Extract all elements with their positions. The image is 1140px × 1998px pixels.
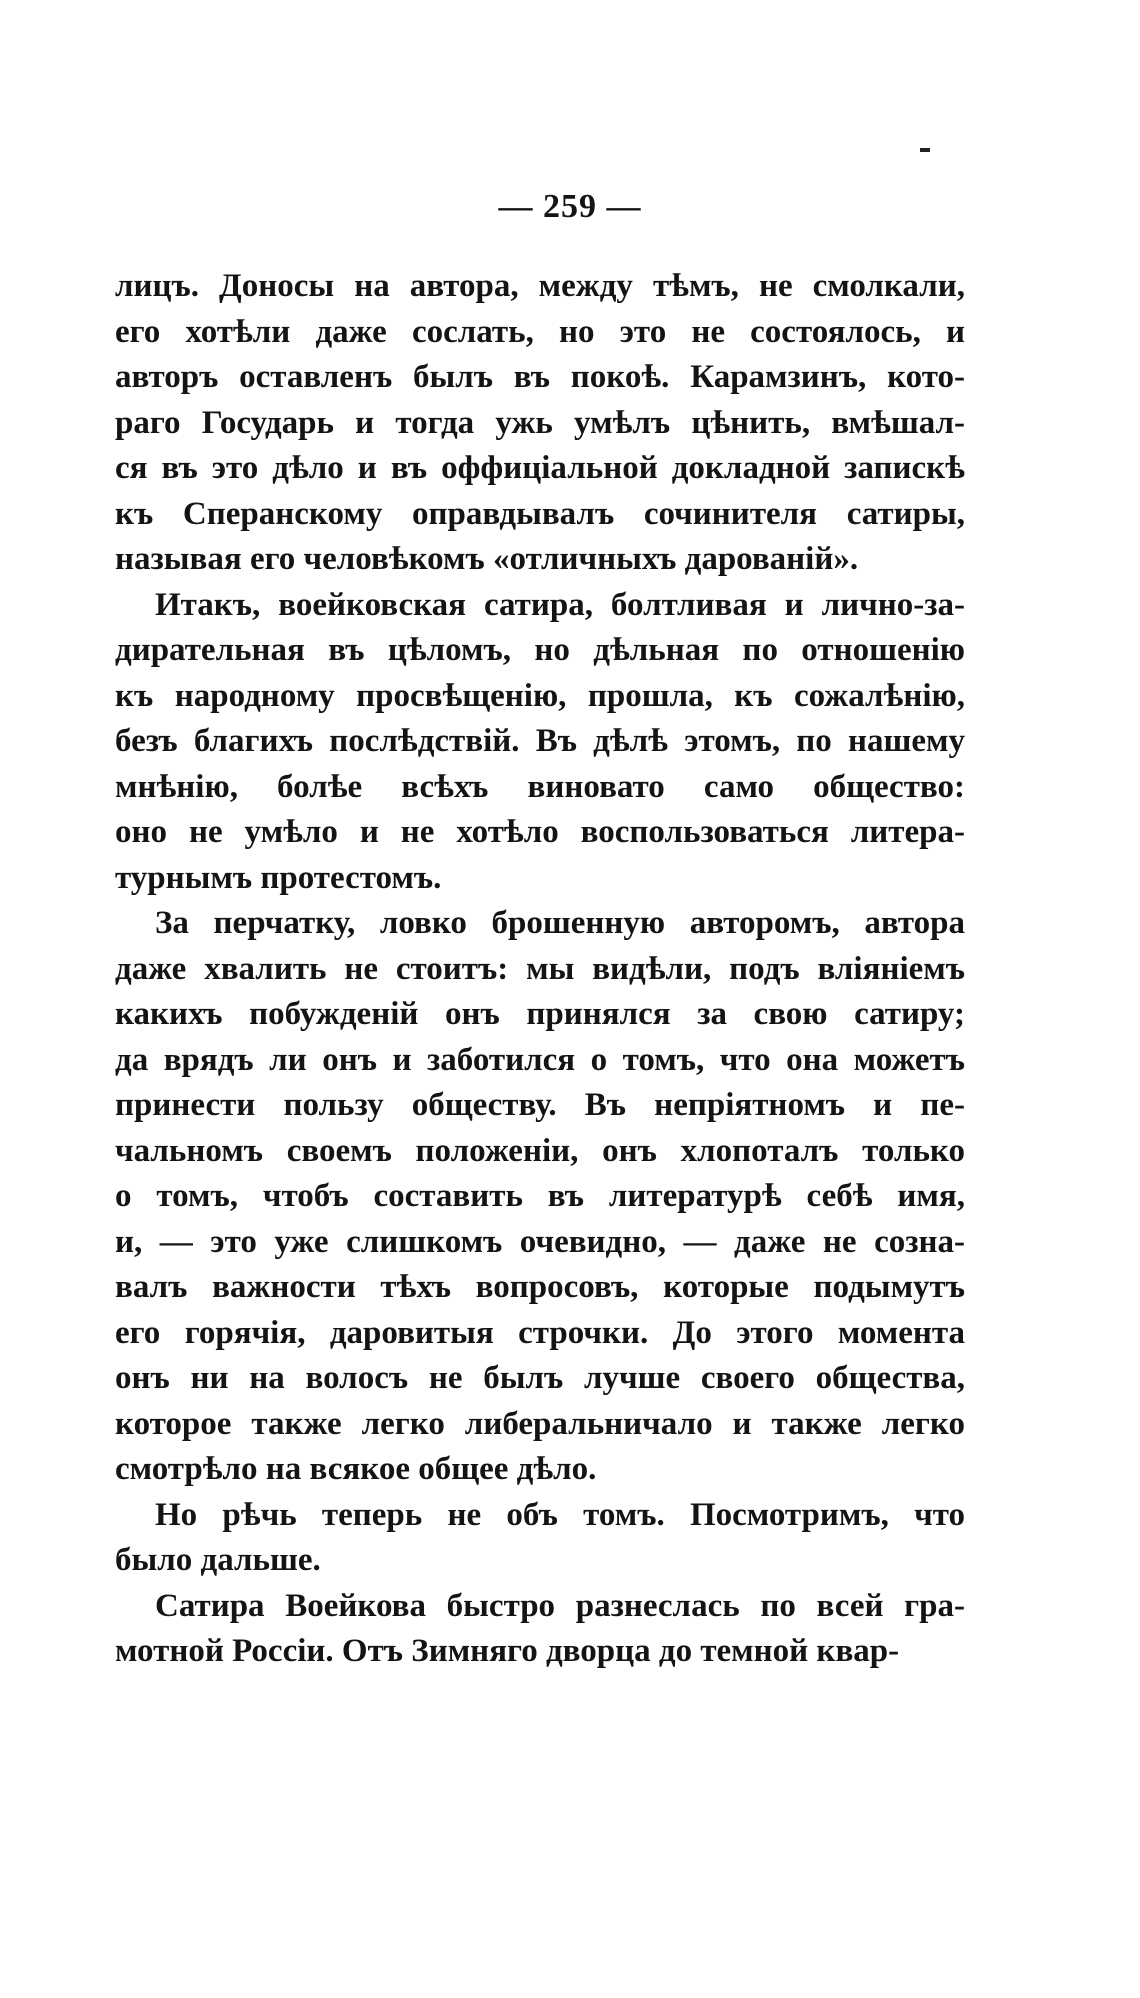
paragraph xyxy=(115,1584,965,1675)
text-line: называя его человѣкомъ «отличныхъ дарованій». xyxy=(115,541,859,577)
text-line: валъ важности тѣхъ вопросовъ, которые подымутъ xyxy=(115,1269,965,1305)
paragraph xyxy=(115,1493,965,1584)
text-line: смотрѣло на всякое общее дѣло. xyxy=(115,1451,597,1487)
text-line: ся въ это дѣло и въ оффиціальной докладной запискѣ xyxy=(115,450,965,486)
paragraph xyxy=(115,264,965,583)
ink-speck xyxy=(920,148,930,152)
text-line: безъ благихъ послѣдствій. Въ дѣлѣ этомъ, по нашему xyxy=(115,723,965,759)
text-line: онъ ни на волосъ не былъ лучше своего общества, xyxy=(115,1360,965,1396)
text-line: и, — это уже слишкомъ очевидно, — даже не созна- xyxy=(115,1223,965,1260)
text-line: его хотѣли даже сослать, но это не состоялось, и xyxy=(115,313,965,350)
body-text xyxy=(115,264,965,1675)
text-line: раго Государь и тогда ужь умѣлъ цѣнить, вмѣшал- xyxy=(115,404,965,441)
page-number: — 259 — xyxy=(498,188,642,225)
text-line: турнымъ протестомъ. xyxy=(115,859,442,896)
text-line: было дальше. xyxy=(115,1542,321,1578)
text-line: его горячія, даровитыя строчки. До этого момента xyxy=(115,1314,965,1351)
text-line: мнѣнію, болѣе всѣхъ виновато само общество: xyxy=(115,768,965,805)
text-line: дирательная въ цѣломъ, но дѣльная по отношенію xyxy=(115,632,965,668)
text-line: къ народному просвѣщенію, прошла, къ сожалѣнію, xyxy=(115,677,965,714)
text-line: да врядъ ли онъ и заботился о томъ, что она можетъ xyxy=(115,1041,965,1078)
text-line: которое также легко либеральничало и также легко xyxy=(115,1405,965,1442)
text-line: Но рѣчь теперь не объ томъ. Посмотримъ, что xyxy=(155,1496,965,1533)
text-line: къ Сперанскому оправдывалъ сочинителя сатиры, xyxy=(115,495,965,532)
text-line: даже хвалить не стоитъ: мы видѣли, подъ вліяніемъ xyxy=(115,950,965,987)
text-line: оно не умѣло и не хотѣло воспользоваться литера- xyxy=(115,814,965,850)
paragraph xyxy=(115,583,965,902)
text-line: лицъ. Доносы на автора, между тѣмъ, не смолкали, xyxy=(115,268,965,304)
text-line: мотной Россіи. Отъ Зимняго дворца до темной квар- xyxy=(115,1633,900,1669)
text-line: За перчатку, ловко брошенную авторомъ, автора xyxy=(155,905,965,941)
paragraph xyxy=(115,901,965,1493)
text-line: авторъ оставленъ былъ въ покоѣ. Карамзинъ, кото- xyxy=(115,359,965,395)
text-line: Сатира Воейкова быстро разнеслась по всей гра- xyxy=(155,1587,965,1624)
text-line: какихъ побужденій онъ принялся за свою сатиру; xyxy=(115,996,965,1032)
text-line: принести пользу обществу. Въ непріятномъ и пе- xyxy=(115,1087,965,1123)
text-line: о томъ, чтобъ составить въ литературѣ себѣ имя, xyxy=(115,1178,965,1214)
text-line: Итакъ, воейковская сатира, болтливая и лично-за- xyxy=(155,586,965,623)
text-line: чальномъ своемъ положеніи, онъ хлопоталъ только xyxy=(115,1132,965,1169)
